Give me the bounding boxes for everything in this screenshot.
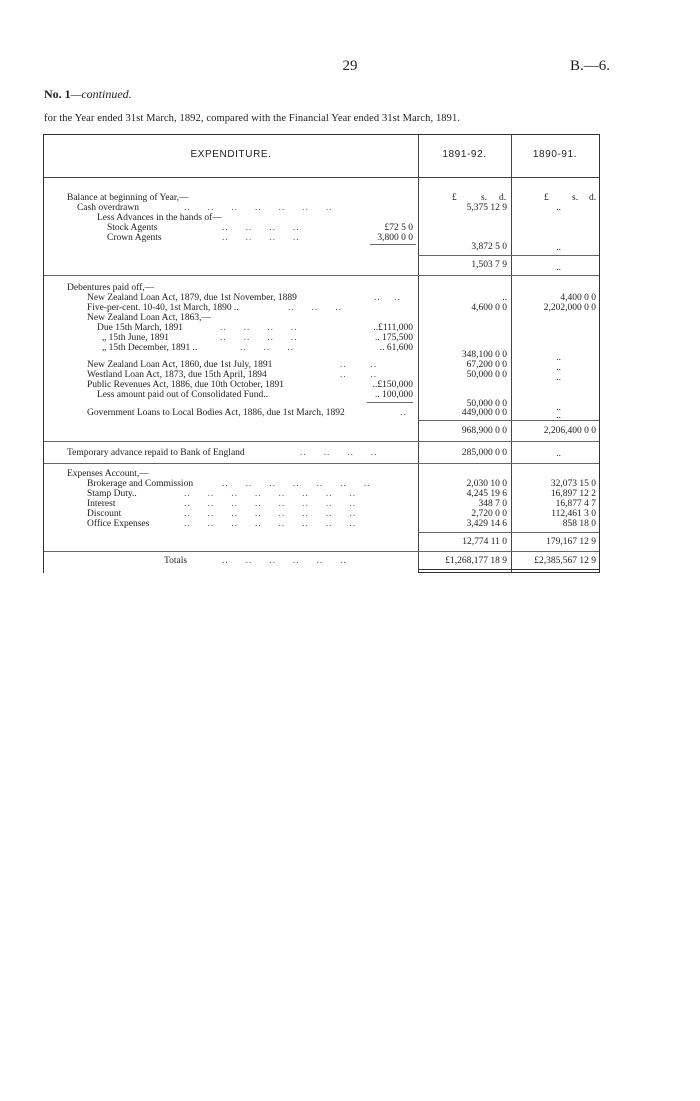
debentures-subtotal-1890-91: 2,206,400 0 0 — [543, 426, 596, 436]
totals-double-rule — [418, 569, 599, 573]
leader-dots: .. .. .. .. .. .. .. .. — [184, 509, 357, 519]
expense-label: Stamp Duty.. — [87, 489, 137, 499]
westland-1890-91-dash: .. — [556, 373, 561, 383]
leader-dots: .. .. .. .. — [220, 333, 298, 343]
crown-agents-label: Crown Agents — [107, 233, 162, 243]
expenditure-table — [43, 134, 600, 573]
temporary-advance-label: Temporary advance repaid to Bank of England — [67, 448, 245, 458]
less-advances-label: Less Advances in the hands of— — [97, 213, 222, 223]
advances-total-1891-92: 3,872 5 0 — [471, 242, 507, 252]
expense-1890-91: 858 18 0 — [562, 519, 596, 529]
due-march-amount: ..£111,000 — [373, 323, 413, 333]
leader-dots: .. .. .. .. — [222, 233, 300, 243]
unit-pence-1: d. — [499, 193, 507, 203]
expense-label: Interest — [87, 499, 116, 509]
expense-1891-92: 3,429 14 6 — [466, 519, 507, 529]
continued-number: No. 1 — [44, 87, 71, 101]
public-revenues-amount: ..£150,000 — [372, 380, 413, 390]
leader-dots: .. .. .. .. .. .. .. .. — [184, 519, 357, 529]
expenses-subtotal-1891-92: 12,774 11 0 — [462, 537, 507, 547]
advances-total-1890-91-dash: .. — [556, 243, 561, 253]
nz-1863-label: New Zealand Loan Act, 1863,— — [87, 313, 211, 323]
totals-label: Totals — [164, 556, 188, 566]
continued-heading — [44, 87, 132, 102]
leader-dots: .. .. .. .. — [300, 448, 378, 458]
expense-1890-91: 16,877 4 7 — [555, 499, 596, 509]
public-revenues-1890-91-dash: .. — [556, 403, 561, 413]
expense-1890-91: 32,073 15 0 — [550, 479, 596, 489]
totals-1891-92: £1,268,177 18 9 — [445, 556, 507, 566]
section-rule — [44, 551, 599, 552]
government-loans-label: Government Loans to Local Bodies Act, 1886, due 1st March, 1892 — [87, 408, 345, 418]
rule — [418, 532, 599, 533]
due-december-amount: .. 61,600 — [379, 343, 413, 353]
balance-subtotal-1891-92: 1,503 7 9 — [471, 260, 507, 270]
debentures-subtotal-1891-92: 968,900 0 0 — [461, 426, 507, 436]
due-december-label: „ 15th December, 1891 .. — [102, 343, 198, 353]
leader-dots: .. .. .. .. — [220, 323, 298, 333]
nz-1879-label: New Zealand Loan Act, 1879, due 1st November, 1889 — [87, 293, 297, 303]
nz-1879-1890-91: 4,400 0 0 — [560, 293, 596, 303]
nz-1860-1891-92: 67,200 0 0 — [466, 360, 507, 370]
header-1890-91: 1890-91. — [532, 149, 578, 160]
less-consolidated-label: Less amount paid out of Consolidated Fund.. — [97, 390, 268, 400]
unit-pound-2: £ — [544, 193, 549, 203]
rule — [418, 255, 599, 256]
leader-dots: .. .. .. .. .. .. .. — [222, 479, 371, 489]
leader-dots: .. .. — [340, 360, 378, 370]
expenses-title: Expenses Account,— — [67, 469, 149, 479]
expense-1890-91: 16,897 12 2 — [550, 489, 596, 499]
header-expenditure: EXPENDITURE. — [190, 149, 272, 160]
unit-shilling-1: s. — [481, 193, 488, 203]
leader-dots: .. — [400, 408, 407, 418]
table-caption: for the Year ended 31st March, 1892, compared with the Financial Year ended 31st March, 1891. — [44, 113, 461, 124]
nz-1863-1891-92: 348,100 0 0 — [461, 350, 507, 360]
cash-overdrawn-1890-91-dash: .. — [556, 203, 561, 213]
due-june-label: „ 15th June, 1891 — [102, 333, 170, 343]
public-revenues-1891-92: 50,000 0 0 — [466, 399, 507, 409]
temporary-advance-1891-92: 285,000 0 0 — [461, 448, 507, 458]
column-divider-1 — [418, 135, 419, 573]
balance-subtotal-1890-91-dash: .. — [556, 263, 561, 273]
public-revenues-label: Public Revenues Act, 1886, due 10th October, 1891 — [87, 380, 284, 390]
government-loans-1890-91-dash: .. — [556, 411, 561, 421]
nz-1879-1891-92-dash: .. — [502, 293, 507, 303]
unit-shilling-2: s. — [572, 193, 579, 203]
leader-dots: .. .. .. — [288, 303, 342, 313]
unit-pence-2: d. — [589, 193, 597, 203]
due-june-amount: .. 175,500 — [375, 333, 413, 343]
debentures-title: Debentures paid off,— — [67, 283, 155, 293]
rule — [418, 420, 599, 421]
expenses-subtotal-1890-91: 179,167 12 9 — [546, 537, 596, 547]
unit-pound-1: £ — [452, 193, 457, 203]
temporary-advance-1890-91-dash: .. — [556, 449, 561, 459]
page-number: 29 — [342, 58, 358, 74]
rule — [370, 244, 416, 245]
crown-agents-amount: 3,800 0 0 — [377, 233, 413, 243]
cash-overdrawn-label: Cash overdrawn — [77, 203, 139, 213]
five-per-cent-label: Five-per-cent. 10-40, 1st March, 1890 .. — [87, 303, 239, 313]
leader-dots: .. .. .. .. .. .. .. — [184, 203, 333, 213]
header-rule — [44, 177, 599, 178]
document-reference: B.—6. — [569, 58, 610, 74]
expense-1891-92: 2,720 0 0 — [471, 509, 507, 519]
westland-label: Westland Loan Act, 1873, due 15th April, 1894 — [87, 370, 267, 380]
section-rule — [44, 441, 599, 442]
header-1891-92: 1891-92. — [442, 149, 487, 160]
rule — [367, 402, 413, 403]
expense-1891-92: 2,030 10 0 — [466, 479, 507, 489]
expense-label: Discount — [87, 509, 122, 519]
nz-1863-1890-91-dash: .. — [556, 353, 561, 363]
nz-1860-1890-91-dash: .. — [556, 363, 561, 373]
leader-dots: .. .. .. — [240, 343, 294, 353]
westland-1891-92: 50,000 0 0 — [466, 370, 507, 380]
leader-dots: .. .. .. .. .. .. .. .. — [184, 489, 357, 499]
expense-1891-92: 4,245 19 6 — [466, 489, 507, 499]
nz-1860-label: New Zealand Loan Act, 1860, due 1st July, 1891 — [87, 360, 273, 370]
column-divider-2 — [511, 135, 512, 573]
stock-agents-label: Stock Agents — [107, 223, 158, 233]
government-loans-1891-92: 449,000 0 0 — [461, 408, 507, 418]
expense-1891-92: 348 7 0 — [478, 499, 507, 509]
cash-overdrawn-1891-92: 5,375 12 9 — [466, 203, 507, 213]
five-per-cent-1890-91: 2,202,000 0 0 — [543, 303, 596, 313]
expense-label: Brokerage and Commission — [87, 479, 194, 489]
balance-title: Balance at beginning of Year,— — [67, 193, 189, 203]
leader-dots: .. .. .. .. .. .. — [222, 556, 347, 566]
section-rule — [44, 275, 599, 276]
stock-agents-amount: £72 5 0 — [384, 223, 413, 233]
leader-dots: .. .. .. .. — [222, 223, 300, 233]
leader-dots: .. .. — [340, 370, 378, 380]
expense-1890-91: 112,461 3 0 — [551, 509, 596, 519]
five-per-cent-1891-92: 4,600 0 0 — [471, 303, 507, 313]
due-march-label: Due 15th March, 1891 — [97, 323, 184, 333]
expense-label: Office Expenses — [87, 519, 150, 529]
totals-1890-91: £2,385,567 12 9 — [534, 556, 596, 566]
continued-word: —continued. — [70, 87, 132, 101]
leader-dots: .. .. .. .. .. .. .. .. — [184, 499, 357, 509]
less-consolidated-amount: .. 100,000 — [375, 390, 413, 400]
leader-dots: .. .. — [374, 293, 401, 303]
section-rule — [44, 463, 599, 464]
